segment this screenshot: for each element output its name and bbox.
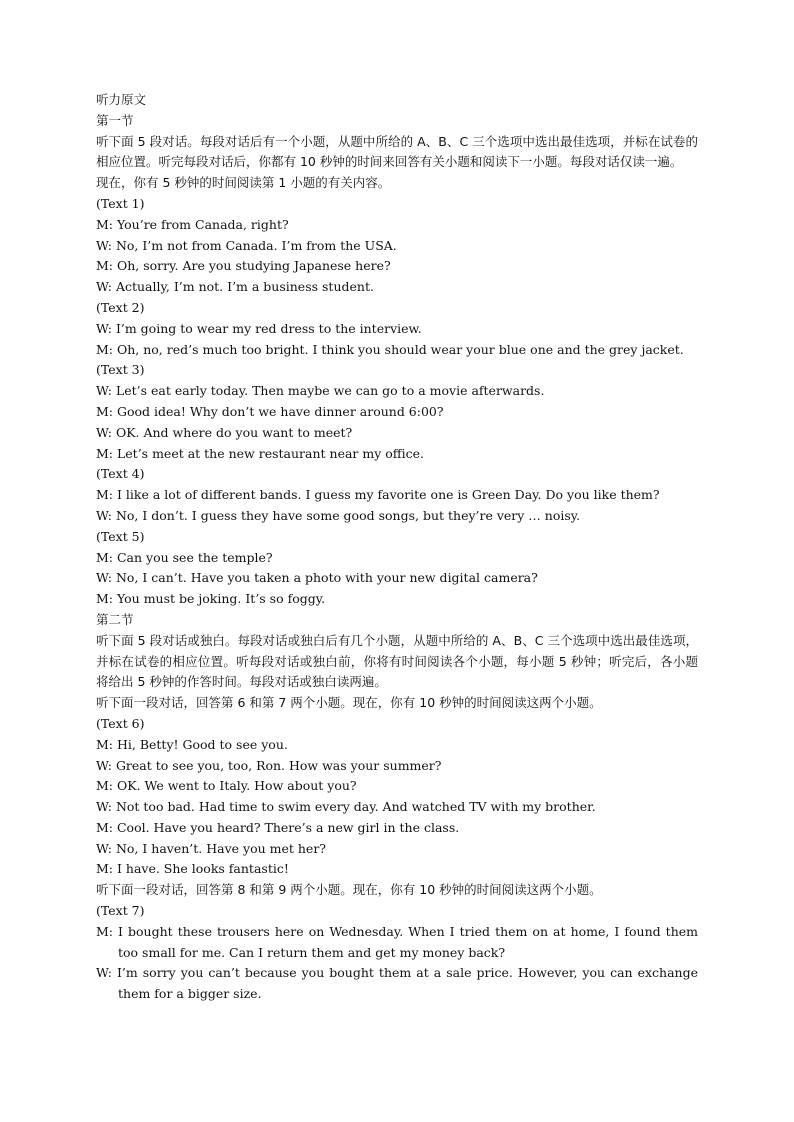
section-1-instructions: 听下面 5 段对话。每段对话后有一个小题，从题中所给的 A、B、C 三个选项中选出最佳选项，并标在试卷的相应位置。听完每段对话后，你都有 10 秒钟的时间来回答有关小题和阅读下一小题。每段对话仅读一遍。: [96, 133, 698, 170]
dialogue-line: M: Can you see the temple?: [96, 549, 273, 565]
dialogue-line: M: Good idea! Why don’t we have dinner around 6:00?: [96, 403, 444, 419]
dialogue-line: M: I like a lot of different bands. I guess my favorite one is Green Day. Do you like them?: [96, 487, 660, 503]
dialogue-line: W: I’m going to wear my red dress to the interview.: [96, 320, 422, 336]
dialogue-line: W: Great to see you, too, Ron. How was your summer?: [96, 757, 442, 773]
dialogue-line: M: Hi, Betty! Good to see you.: [96, 736, 288, 752]
dialogue-line: W: No, I can’t. Have you taken a photo with your new digital camera?: [96, 570, 538, 586]
dialogue-line: W: Not too bad. Had time to swim every day. And watched TV with my brother.: [96, 799, 596, 815]
text-2-label: (Text 2): [96, 299, 145, 315]
text-1-label: (Text 1): [96, 195, 145, 211]
text-5-label: (Text 5): [96, 528, 145, 544]
dialogue-line: M: You must be joking. It’s so foggy.: [96, 591, 326, 607]
section-1-prompt: 现在，你有 5 秒钟的时间阅读第 1 小题的有关内容。: [96, 175, 391, 191]
text-7-prompt: 听下面一段对话，回答第 8 和第 9 两个小题。现在，你有 10 秒钟的时间阅读这两个小题。: [96, 882, 602, 898]
dialogue-line: M: Oh, no, red’s much too bright. I think you should wear your blue one and the grey jacket.: [96, 341, 684, 357]
section-2-instructions: 听下面 5 段对话或独白。每段对话或独白后有几个小题，从题中所给的 A、B、C 三个选项中选出最佳选项，并标在试卷的相应位置。听每段对话或独白前，你将有时间阅读各个小题，每小题 5 秒钟；听完后，各小题将给出 5 秒钟的作答时间。每段对话或独白读两遍。: [96, 632, 698, 690]
section-2-heading: 第二节: [96, 611, 134, 627]
listening-transcript: [96, 90, 698, 1005]
dialogue-line: M: I have. She looks fantastic!: [96, 861, 289, 877]
dialogue-line: W: No, I haven’t. Have you met her?: [96, 840, 326, 856]
text-6-prompt: 听下面一段对话，回答第 6 和第 7 两个小题。现在，你有 10 秒钟的时间阅读这两个小题。: [96, 695, 602, 711]
dialogue-line: W: No, I don’t. I guess they have some good songs, but they’re very … noisy.: [96, 507, 581, 523]
dialogue-line: M: Cool. Have you heard? There’s a new girl in the class.: [96, 819, 460, 835]
dialogue-line: M: Oh, sorry. Are you studying Japanese here?: [96, 258, 391, 274]
dialogue-line: M: OK. We went to Italy. How about you?: [96, 778, 357, 794]
dialogue-line: M: I bought these trousers here on Wednesday. When I tried them on at home, I found them too small for me. Can I return them and get my money back?: [96, 923, 698, 960]
text-7-label: (Text 7): [96, 903, 145, 919]
dialogue-line: M: Let’s meet at the new restaurant near my office.: [96, 445, 425, 461]
dialogue-line: W: No, I’m not from Canada. I’m from the USA.: [96, 237, 397, 253]
dialogue-line: W: Let’s eat early today. Then maybe we can go to a movie afterwards.: [96, 383, 545, 399]
section-1-heading: 第一节: [96, 112, 134, 128]
text-3-label: (Text 3): [96, 362, 145, 378]
dialogue-line: W: Actually, I’m not. I’m a business student.: [96, 279, 374, 295]
dialogue-line: M: You’re from Canada, right?: [96, 216, 289, 232]
text-6-label: (Text 6): [96, 715, 145, 731]
text-4-label: (Text 4): [96, 466, 145, 482]
dialogue-line: W: OK. And where do you want to meet?: [96, 424, 353, 440]
document-title: 听力原文: [96, 92, 147, 107]
dialogue-line: W: I’m sorry you can’t because you bought them at a sale price. However, you can exchange them for a bigger size.: [96, 965, 698, 1002]
